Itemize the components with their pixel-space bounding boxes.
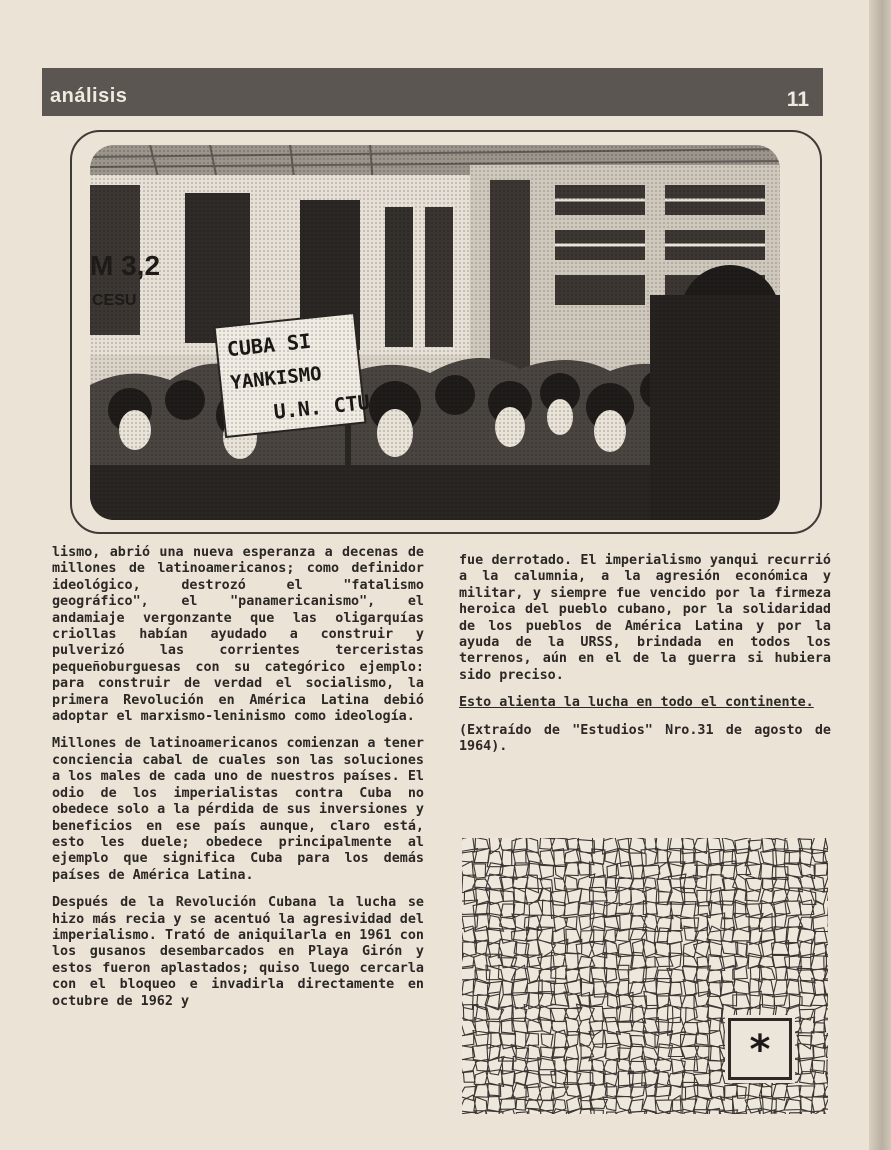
left-text-column — [52, 545, 424, 1021]
right-paragraph-1: fue derrotado. El imperialismo yanqui recurrió a la calumnia, a la agresión económica y militar, y siempre fue vencido por la firmeza heroica del pueblo cubano, por la solidaridad de los pueblos de América Latina y por la ayuda de la URSS, brindada en todos los terrenos, aún en el de la guerra si hubiera sido preciso. — [459, 553, 831, 683]
section-title: análisis — [50, 85, 128, 107]
right-text-column — [459, 553, 831, 766]
section-header-bar — [42, 68, 823, 116]
source-citation: (Extraído de "Estudios" Nro.31 de agosto de 1964). — [459, 722, 831, 755]
left-paragraph-1: lismo, abrió una nueva esperanza a decenas de millones de latinoamericanos; como definidor ideológico, destrozó el "fatalismo geográfico", el "panamericanismo", el andamiaje vergonzante que las oligarquías criollas habían ayudado a construir y pulverizó las corrientes terceristas pequeñoburguesas con su categórico ejemplo: para construir de verdad el socialismo, la primera Revolución en América Latina debió adoptar el marxismo-leninismo como ideología. — [52, 545, 424, 725]
protest-photo — [90, 145, 780, 520]
emphasis-line: Esto alienta la lucha en todo el continente. — [459, 695, 814, 711]
page-number: 11 — [786, 88, 809, 111]
left-paragraph-3: Después de la Revolución Cubana la lucha se hizo más recia y se acentuó la agresividad del imperialismo. Trató de aniquilarla en 1961 con los gusanos desembarcados en Playa Girón y estos fueron aplastados; quiso luego cercarla con el bloqueo e invadirla directamente en octubre de 1962 y — [52, 895, 424, 1009]
asterisk-emblem — [728, 1018, 792, 1080]
asterisk-symbol: * — [749, 1027, 771, 1073]
page-edge — [869, 0, 891, 1150]
left-paragraph-2: Millones de latinoamericanos comienzan a tener conciencia cabal de cuales son las soluciones a los males de cada uno de nuestros países. El odio de los imperialistas contra Cuba no obedece solo a la pérdida de sus inversiones y beneficios en ese país aunque, claro está, esto les duele; obedece principalmente al ejemplo que significa Cuba para los demás países de América Latina. — [52, 736, 424, 883]
